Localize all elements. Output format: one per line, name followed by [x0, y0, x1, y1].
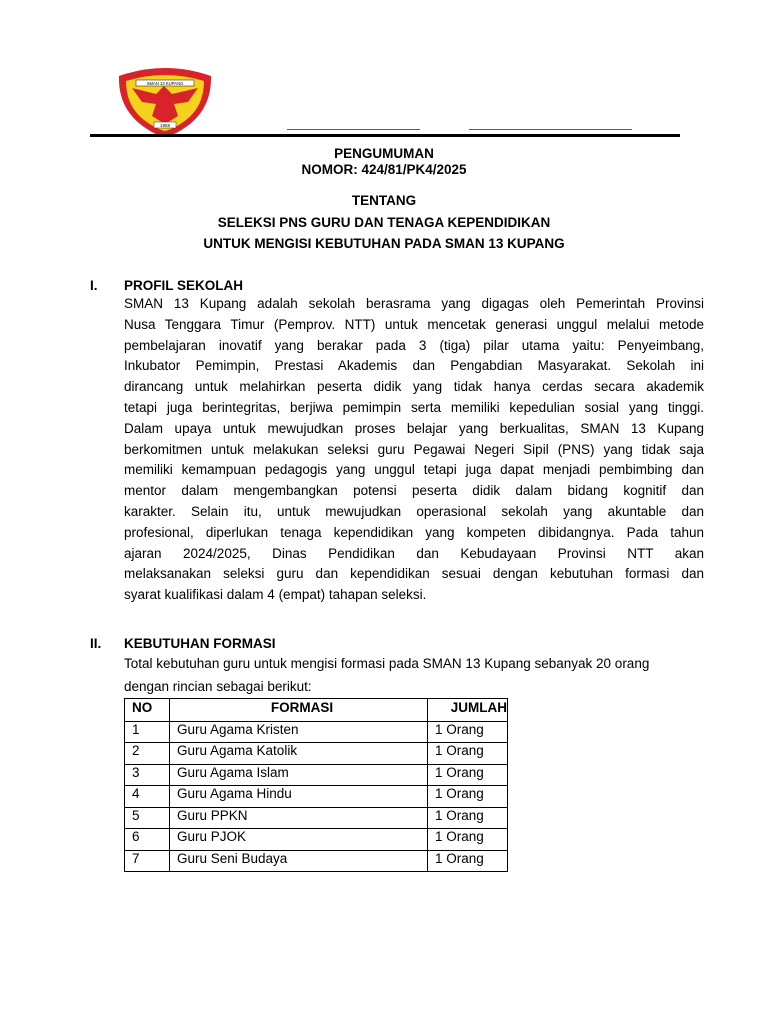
header-jumlah: JUMLAH [428, 699, 508, 722]
intro-line-1: Total kebutuhan guru untuk mengisi formasi pada SMAN 13 Kupang sebanyak 20 orang [124, 656, 650, 671]
body-line: Dalam upaya untuk mewujudkan proses belajar yang berkualitas, SMAN 13 Kupang [124, 420, 704, 436]
section-2-number: II. [90, 636, 102, 651]
cell-no: 7 [125, 850, 170, 872]
emblem-year: 1958 [159, 123, 171, 128]
table-header-row [125, 699, 508, 722]
body-line: SMAN 13 Kupang adalah sekolah berasrama yang digagas oleh Pemerintah Provinsi [124, 296, 704, 311]
emblem-banner-text: SMAN 13 KUPANG [146, 81, 184, 86]
body-line: pembelajaran inovatif yang berakar pada 3 (tiga) pilar utama yaitu: Penyeimbang, [124, 337, 704, 353]
cell-formasi: Guru Agama Islam [170, 764, 428, 786]
section-1-number: I. [90, 278, 98, 293]
formasi-table [124, 698, 508, 872]
cell-no: 5 [125, 807, 170, 829]
cell-jumlah: 1 Orang [428, 786, 508, 808]
header-rule [90, 134, 680, 137]
body-line: memiliki kemampuan pedagogis yang unggul tetapi juga dapat menjadi pembimbing dan [124, 462, 704, 478]
body-line: berkomitmen untuk melakukan seleksi guru Pegawai Negeri Sipil (PNS) yang tidak saja [124, 441, 704, 457]
announcement-number: NOMOR: 424/81/PK4/2025 [301, 162, 467, 177]
header-line-left [287, 129, 420, 130]
header-no: NO [125, 699, 170, 722]
cell-no: 6 [125, 829, 170, 851]
cell-formasi: Guru Agama Hindu [170, 786, 428, 808]
section-1-title: PROFIL SEKOLAH [124, 278, 244, 293]
cell-no: 1 [125, 721, 170, 743]
table-row [125, 807, 508, 829]
cell-formasi: Guru PJOK [170, 829, 428, 851]
cell-jumlah: 1 Orang [428, 764, 508, 786]
intro-line-2: dengan rincian sebagai berikut: [124, 678, 312, 694]
cell-jumlah: 1 Orang [428, 850, 508, 872]
body-line: syarat kualifikasi dalam 4 (empat) tahapan seleksi. [124, 587, 427, 603]
body-line: karakter. Selain itu, untuk mewujudkan operasional sekolah yang akuntable dan [124, 503, 704, 519]
cell-jumlah: 1 Orang [428, 829, 508, 851]
cell-formasi: Guru Agama Kristen [170, 721, 428, 743]
section-2-title: KEBUTUHAN FORMASI [124, 636, 276, 651]
table-row [125, 764, 508, 786]
cell-no: 3 [125, 764, 170, 786]
body-line: dirancang untuk melahirkan peserta didik yang tidak hanya cerdas secara akademik [124, 379, 704, 395]
section-2-intro [124, 653, 709, 698]
table-row [125, 829, 508, 851]
cell-no: 2 [125, 743, 170, 765]
announcement-subject-1: SELEKSI PNS GURU DAN TENAGA KEPENDIDIKAN [217, 215, 551, 230]
table-row [125, 850, 508, 872]
body-line: Nusa Tenggara Timur (Pemprov. NTT) untuk mencetak generasi unggul melalui metode [124, 316, 704, 332]
header-formasi: FORMASI [170, 699, 428, 722]
section-1-body [124, 294, 704, 606]
table-row [125, 786, 508, 808]
table-row [125, 743, 508, 765]
cell-formasi: Guru Agama Katolik [170, 743, 428, 765]
announcement-title: PENGUMUMAN [334, 146, 434, 161]
cell-formasi: Guru PPKN [170, 807, 428, 829]
body-line: mentor dalam mengembangkan potensi peserta didik dalam bidang kognitif dan [124, 483, 704, 499]
body-line: tetapi juga berintegritas, berjiwa pemimpin serta memiliki kepedulian sosial yang tinggi. [124, 399, 704, 415]
body-line: profesional, diperlukan tenaga kependidikan yang kompeten dibidangnya. Pada tahun [124, 524, 704, 540]
body-line: melaksanakan seleksi guru dan kependidikan sesuai dengan kebutuhan formasi dan [124, 566, 704, 582]
header-line-right [469, 129, 632, 130]
emblem-logo [116, 66, 214, 138]
cell-no: 4 [125, 786, 170, 808]
announcement-subject-2: UNTUK MENGISI KEBUTUHAN PADA SMAN 13 KUPANG [203, 236, 565, 251]
cell-jumlah: 1 Orang [428, 743, 508, 765]
cell-jumlah: 1 Orang [428, 721, 508, 743]
table-row [125, 721, 508, 743]
announcement-about: TENTANG [351, 193, 417, 208]
cell-formasi: Guru Seni Budaya [170, 850, 428, 872]
body-line: Inkubator Pemimpin, Prestasi Akademis dan Pengabdian Masyarakat. Sekolah ini [124, 358, 704, 374]
body-line: ajaran 2024/2025, Dinas Pendidikan dan Kebudayaan Provinsi NTT akan [124, 545, 704, 561]
cell-jumlah: 1 Orang [428, 807, 508, 829]
